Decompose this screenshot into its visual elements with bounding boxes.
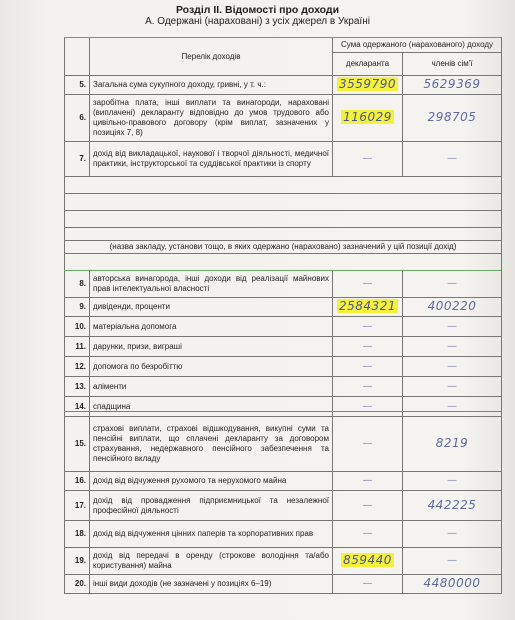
table-row: 8. авторська винагорода, інші доходи від реалізації майнових прав інтелектуальної власності — — [65,271,502,298]
family-value: 400220 [427,299,477,313]
table-row: 19. дохід від передачі в оренду (строкове володіння та/або користування) майна 859440 — [65,548,502,575]
table-row: 10. матеріальна допомога — — [65,317,502,337]
declarant-value: 2584321 [339,299,396,313]
source-blank-line [65,228,502,241]
table-row: 20. інші види доходів (не зазначені у позиціях 6–19) — 4480000 [65,575,502,594]
family-value: 4480000 [423,576,481,590]
section-subtitle: А. Одержані (нараховані) з усіх джерел в Україні [145,16,370,27]
table-row: 9. дивіденди, проценти 2584321 400220 [65,298,502,317]
table-row: 11. дарунки, призи, виграші — — [65,337,502,357]
col-declarant-header: декларанта [333,53,403,76]
table-row: 12. допомога по безробіттю — — [65,357,502,377]
table-header-row [65,38,502,53]
family-value: 8219 [435,436,469,450]
source-blank-line [65,177,502,194]
col-list-header: Перелік доходів [90,38,333,76]
section-title: Розділ ІІ. Відомості про доходи [175,4,340,16]
family-value: 442225 [427,497,477,512]
table-row: 14. спадщина — — [65,397,502,417]
source-blank-line [65,194,502,211]
declarant-value: 859440 [343,553,392,567]
family-value: 5629369 [423,77,481,91]
table-row: 13. аліменти — — [65,377,502,397]
source-blank-line [65,211,502,228]
col-sum-header: Сума одержаного (нарахованого) доходу [333,38,502,53]
family-value: 298705 [427,110,477,124]
table-row: 15. страхові виплати, страхові відшкодування, викупні суми та пенсійні виплати, що сплачені декларанту за договором страхування, недержавного пенсійного забезпечення та пенсійного вкладу — 8219 [65,417,502,472]
income-table [64,37,502,594]
declarant-value: 3559790 [339,77,396,91]
source-note: (назва закладу, установи тощо, в яких одержано (нараховано) зазначений у цій позиції дохід) [65,241,502,254]
table-row: 7. дохід від викладацької, наукової і творчої діяльності, медичної практики, інструкторської та суддівської практики із спорту — — [65,142,502,177]
table-row: 16. дохід від відчуження рухомого та нерухомого майна — — [65,472,502,491]
table-row: 5. Загальна сума сукупного доходу, гривні, у т. ч.: 3559790 5629369 [65,76,502,95]
table-row: 18. дохід від відчуження цінних паперів та корпоративних прав — — [65,521,502,548]
col-family-header: членів сім'ї [403,53,502,76]
source-blank-line [65,254,502,271]
table-row: 6. заробітна плата, інші виплати та винагороди, нараховані (виплачені) декларанту відповідно до умов трудового або цивільно-правового договору (крім виплат, зазначених у позиціях 7, 8) 116029 298705 [65,95,502,142]
table-row: 17. дохід від провадження підприємницької та незалежної професійної діяльності — 442225 [65,491,502,521]
declarant-value: 116029 [343,110,392,124]
